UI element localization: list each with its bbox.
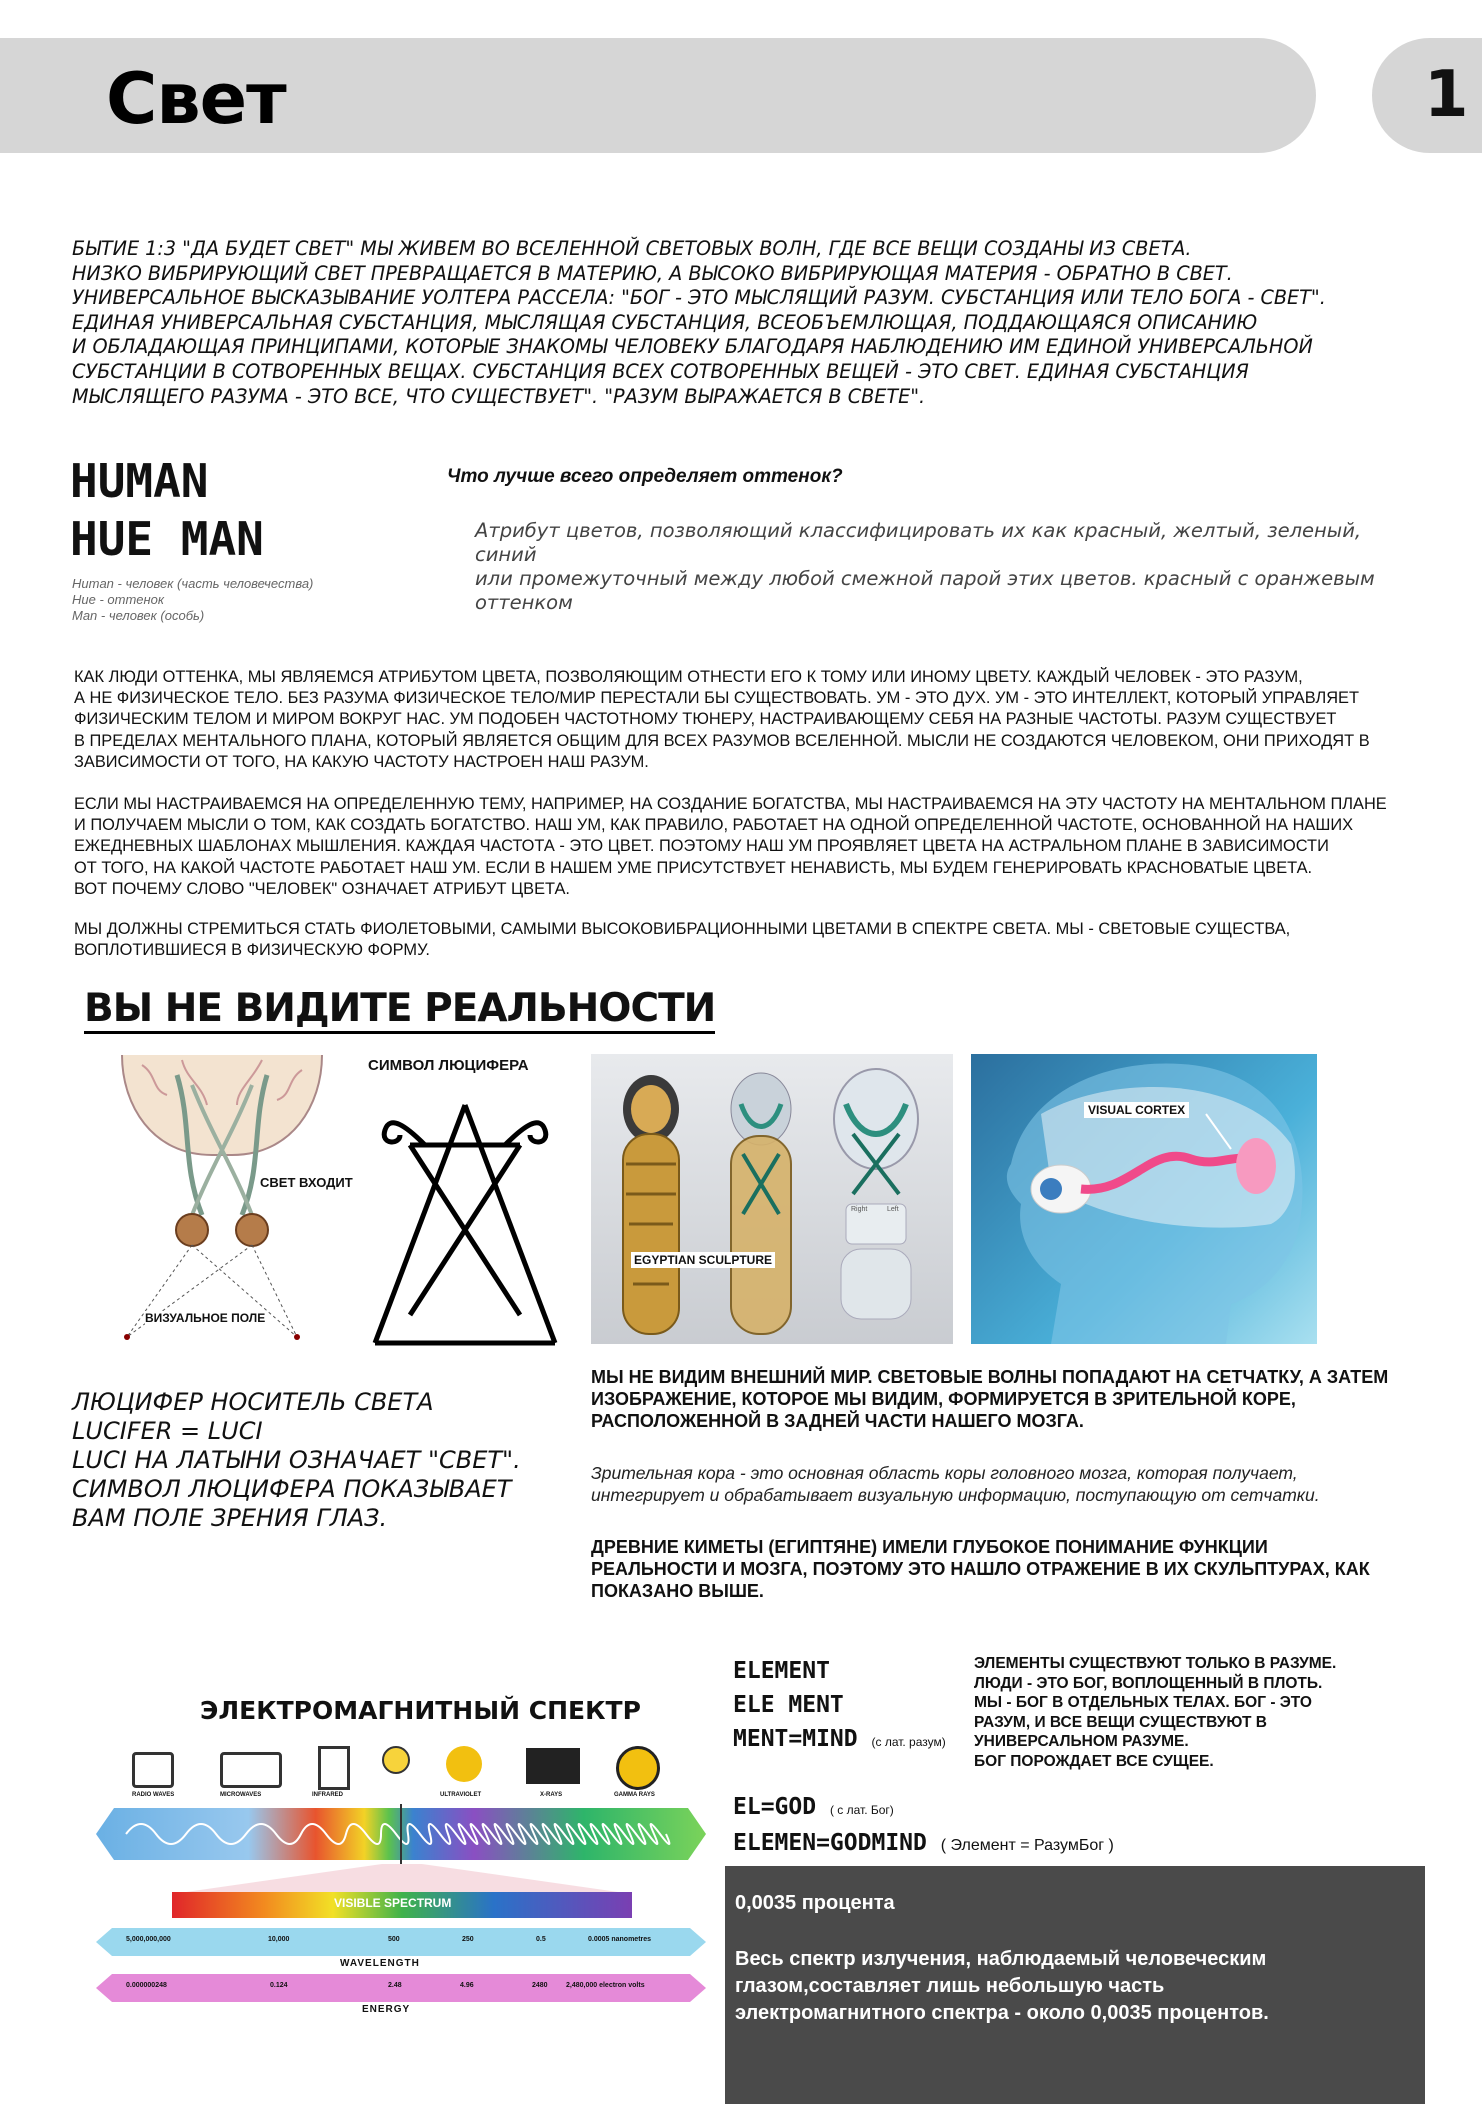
intro-text — [72, 237, 1372, 409]
lucifer-text — [72, 1388, 521, 1533]
elemen-godmind-note: ( Элемент = РазумБог ) — [940, 1837, 1114, 1854]
intro-line: ЕДИНАЯ УНИВЕРСАЛЬНАЯ СУБСТАНЦИЯ, МЫСЛЯЩАЯ СУБСТАНЦИЯ, ВСЕОБЪЕМЛЮЩАЯ, ПОДДАЮЩАЯСЯ ОПИСАНИЮ — [72, 310, 1258, 334]
human-note: Human - человек (часть человечества) — [72, 576, 314, 591]
lucifer-line: ЛЮЦИФЕР НОСИТЕЛЬ СВЕТА — [72, 1388, 434, 1416]
paragraph-line: МЫ ДОЛЖНЫ СТРЕМИТЬСЯ СТАТЬ ФИОЛЕТОВЫМИ, САМЫМИ ВЫСОКОВИБРАЦИОННЫМИ ЦВЕТАМИ В СПЕКТРЕ СВЕТА. МЫ - СВЕТОВЫЕ СУЩЕСТВА, — [74, 920, 1291, 938]
hue-definition — [475, 519, 1395, 615]
hue-definition-line: или промежуточный между любой смежной парой этих цветов. красный с оранжевым оттенком — [475, 567, 1375, 614]
heater-icon — [318, 1746, 350, 1790]
wavelength-value: 500 — [388, 1936, 400, 1943]
spectrum-band — [96, 1804, 706, 1864]
energy-value: 2,480,000 electron volts — [566, 1982, 645, 1989]
intro-line: НИЗКО ВИБРИРУЮЩИЙ СВЕТ ПРЕВРАЩАЕТСЯ В МАТЕРИЮ, А ВЫСОКО ВИБРИРУЮЩАЯ МАТЕРИЯ - ОБРАТНО В СВЕТ. — [72, 261, 1233, 285]
band-label: GAMMA RAYS — [614, 1792, 655, 1798]
el-god-line — [733, 1790, 894, 1827]
paragraph-2 — [74, 794, 1404, 900]
element-explanation-line: ЛЮДИ - ЭТО БОГ, ВОПЛОЩЕННЫЙ В ПЛОТЬ. — [974, 1674, 1323, 1692]
wavelength-value: 0.0005 nanometres — [588, 1936, 652, 1943]
band-label: MICROWAVES — [220, 1792, 262, 1798]
element-explanation-line: УНИВЕРСАЛЬНОМ РАЗУМЕ. — [974, 1733, 1189, 1751]
xray-icon — [526, 1748, 580, 1784]
radiation-icon — [616, 1746, 660, 1790]
visual-cortex-label: VISUAL CORTEX — [1084, 1102, 1189, 1118]
head-drawing — [971, 1054, 1317, 1344]
paragraph-1 — [74, 667, 1404, 773]
band-label: ULTRAVIOLET — [440, 1792, 482, 1798]
human-heading — [70, 452, 264, 568]
human-notes — [72, 576, 313, 624]
percentage-box — [725, 1866, 1425, 2104]
visual-cortex-image — [971, 1054, 1317, 1344]
element-explanation-line: БОГ ПОРОЖДАЕТ ВСЕ СУЩЕЕ. — [974, 1752, 1214, 1770]
brain-vision-diagram — [112, 1045, 332, 1345]
egyptian-sculpture-label: EGYPTIAN SCULPTURE — [631, 1252, 775, 1268]
lucifer-line: ВАМ ПОЛЕ ЗРЕНИЯ ГЛАЗ. — [72, 1504, 388, 1532]
light-in-label: СВЕТ ВХОДИТ — [260, 1175, 353, 1190]
paragraph-3 — [74, 919, 1404, 961]
energy-value: 0.000000248 — [126, 1982, 167, 1989]
visual-cortex-definition: Зрительная кора - это основная область коры головного мозга, которая получает, интегрирует и обрабатывает визуальную информацию, поступающую от сетчатки. — [591, 1463, 1320, 1505]
wavelength-value: 250 — [462, 1936, 474, 1943]
el-god-note: ( с лат. Бог) — [829, 1803, 894, 1817]
percentage-description: Весь спектр излучения, наблюдаемый человеческим глазом,составляет лишь небольшую часть электромагнитного спектра - около 0,0035 процентов. — [735, 1948, 1269, 2024]
lucifer-line: LUCIFER = LUCI — [72, 1417, 263, 1445]
hue-question: Что лучше всего определяет оттенок? — [447, 466, 843, 487]
element-line: ELEMENT — [733, 1658, 830, 1684]
paragraph-line: КАК ЛЮДИ ОТТЕНКА, МЫ ЯВЛЯЕМСЯ АТРИБУТОМ ЦВЕТА, ПОЗВОЛЯЮЩИМ ОТНЕСТИ ЕГО К ТОМУ ИЛИ ИНОМУ ЦВЕТУ. КАЖДЫЙ ЧЕЛОВЕК - ЭТО РАЗУМ, — [74, 668, 1303, 686]
sarcophagus-drawing — [591, 1054, 953, 1344]
sun-icon — [446, 1746, 482, 1782]
wavelength-label: WAVELENGTH — [340, 1958, 420, 1969]
visible-spectrum-band — [172, 1864, 632, 1920]
element-explanation-line: МЫ - БОГ В ОТДЕЛЬНЫХ ТЕЛАХ. БОГ - ЭТО — [974, 1694, 1312, 1712]
intro-line: МЫСЛЯЩЕГО РАЗУМА - ЭТО ВСЕ, ЧТО СУЩЕСТВУЕТ". "РАЗУМ ВЫРАЖАЕТСЯ В СВЕТЕ". — [72, 384, 926, 408]
human-line: HUMAN — [70, 454, 209, 508]
kemet-note: ДРЕВНИЕ КИМЕТЫ (ЕГИПТЯНЕ) ИМЕЛИ ГЛУБОКОЕ ПОНИМАНИЕ ФУНКЦИИ РЕАЛЬНОСТИ И МОЗГА, ПОЭТОМУ ЭТО НАШЛО ОТРАЖЕНИЕ В ИХ СКУЛЬПТУРАХ, КАК ПОКАЗАНО ВЫШЕ. — [591, 1537, 1370, 1601]
band-label: RADIO WAVES — [132, 1792, 175, 1798]
wavelength-value: 0.5 — [536, 1936, 546, 1943]
intro-line: УНИВЕРСАЛЬНОЕ ВЫСКАЗЫВАНИЕ УОЛТЕРА РАССЕЛА: "БОГ - ЭТО МЫСЛЯЩИЙ РАЗУМ. СУБСТАНЦИЯ ИЛИ ТЕЛО БОГА - СВЕТ". — [72, 286, 1326, 310]
paragraph-line: ЗАВИСИМОСТИ ОТ ТОГО, НА КАКУЮ ЧАСТОТУ НАСТРОЕН НАШ РАЗУМ. — [74, 752, 649, 771]
element-explanation-line: ЭЛЕМЕНТЫ СУЩЕСТВУЮТ ТОЛЬКО В РАЗУМЕ. — [974, 1655, 1337, 1672]
paragraph-line: А НЕ ФИЗИЧЕСКОЕ ТЕЛО. БЕЗ РАЗУМА ФИЗИЧЕСКОЕ ТЕЛО/МИР ПЕРЕСТАЛИ БЫ СУЩЕСТВОВАТЬ. УМ - ЭТО ДУХ. УМ - ЭТО ИНТЕЛЛЕКТ, КОТОРЫЙ УПРАВЛЯЕТ — [74, 689, 1359, 708]
human-note: Man - человек (особь) — [72, 608, 205, 623]
elemen-godmind-line — [733, 1826, 1114, 1863]
element-explanation-line: РАЗУМ, И ВСЕ ВЕЩИ СУЩЕСТВУЮТ В — [974, 1713, 1267, 1731]
ment-mind-note: (с лат. разум) — [871, 1735, 946, 1749]
lucifer-symbol — [370, 1085, 560, 1347]
paragraph-line: ЕЖЕДНЕВНЫХ ШАБЛОНАХ МЫШЛЕНИЯ. КАЖДАЯ ЧАСТОТА - ЭТО ЦВЕТ. ПОЭТОМУ НАШ УМ ПРОЯВЛЯЕТ ЦВЕТА НА АСТРАЛЬНОМ ПЛАНЕ В ЗАВИСИМОСТИ — [74, 837, 1329, 856]
intro-line: БЫТИЕ 1:3 "ДА БУДЕТ СВЕТ" МЫ ЖИВЕМ ВО ВСЕЛЕННОЙ СВЕТОВЫХ ВОЛН, ГДЕ ВСЕ ВЕЩИ СОЗДАНЫ ИЗ СВЕТА. — [72, 237, 1192, 260]
ment-mind-line — [733, 1722, 946, 1759]
page-title: Свет — [106, 58, 286, 140]
paragraph-line: ВОТ ПОЧЕМУ СЛОВО "ЧЕЛОВЕК" ОЗНАЧАЕТ АТРИБУТ ЦВЕТА. — [74, 879, 570, 898]
visible-spectrum-label: VISIBLE SPECTRUM — [334, 1896, 452, 1910]
wavelength-value: 5,000,000,000 — [126, 1936, 171, 1943]
energy-value: 2.48 — [388, 1982, 402, 1989]
paragraph-line: ВОПЛОТИВШИЕСЯ В ФИЗИЧЕСКУЮ ФОРМУ. — [74, 941, 430, 960]
human-note: Hue - оттенок — [72, 592, 165, 607]
microwave-icon — [220, 1752, 282, 1788]
radio-icon — [132, 1752, 174, 1788]
section-heading: ВЫ НЕ ВИДИТЕ РЕАЛЬНОСТИ — [84, 987, 715, 1034]
intro-line: И ОБЛАДАЮЩАЯ ПРИНЦИПАМИ, КОТОРЫЕ ЗНАКОМЫ ЧЕЛОВЕКУ БЛАГОДАРЯ НАБЛЮДЕНИЮ ИМ ЕДИНОЙ УНИВЕРСАЛЬНОЙ — [72, 335, 1313, 359]
paragraph-line: В ПРЕДЕЛАХ МЕНТАЛЬНОГО ПЛАНА, КОТОРЫЙ ЯВЛЯЕТСЯ ОБЩИМ ДЛЯ ВСЕХ РАЗУМОВ ВСЕЛЕННОЙ. МЫСЛИ НЕ СОЗДАЮТСЯ ЧЕЛОВЕКОМ, ОНИ ПРИХОДЯТ В — [74, 731, 1370, 750]
paragraph-line: ОТ ТОГО, НА КАКОЙ ЧАСТОТЕ РАБОТАЕТ НАШ УМ. ЕСЛИ В НАШЕМ УМЕ ПРИСУТСТВУЕТ НЕНАВИСТЬ, МЫ БУДЕМ ГЕНЕРИРОВАТЬ КРАСНОВАТЫЕ ЦВЕТА. — [74, 858, 1313, 877]
spectrum-title: ЭЛЕКТРОМАГНИТНЫЙ СПЕКТР — [200, 1696, 641, 1725]
lucifer-line: LUCI НА ЛАТЫНИ ОЗНАЧАЕТ "СВЕТ". — [72, 1446, 521, 1474]
hue-definition-line: Атрибут цветов, позволяющий классифицировать их как красный, желтый, зеленый, синий — [475, 519, 1362, 566]
spectrum-diagram — [96, 1740, 706, 2020]
energy-label: ENERGY — [362, 2004, 411, 2015]
left-label: Left — [887, 1206, 899, 1213]
lucifer-line: СИМВОЛ ЛЮЦИФЕРА ПОКАЗЫВАЕТ — [72, 1475, 512, 1503]
bulb-icon — [382, 1746, 410, 1774]
hue-man-line: HUE MAN — [70, 512, 264, 566]
energy-value: 2480 — [532, 1982, 548, 1989]
energy-value: 0.124 — [270, 1982, 288, 1989]
paragraph-line: ЕСЛИ МЫ НАСТРАИВАЕМСЯ НА ОПРЕДЕЛЕННУЮ ТЕМУ, НАПРИМЕР, НА СОЗДАНИЕ БОГАТСТВА, МЫ НАСТРАИВАЕМСЯ НА ЭТУ ЧАСТОТУ НА МЕНТАЛЬНОМ ПЛАНЕ — [74, 795, 1387, 813]
paragraph-line: ФИЗИЧЕСКИМ ТЕЛОМ И МИРОМ ВОКРУГ НАС. УМ ПОДОБЕН ЧАСТОТНОМУ ТЮНЕРУ, НАСТРАИВАЮЩЕМУ СЕБЯ НА РАЗНЫЕ ЧАСТОТЫ. РАЗУМ СУЩЕСТВУЕТ — [74, 710, 1337, 729]
band-label: INFRARED — [312, 1792, 343, 1798]
egyptian-sculpture-image — [591, 1054, 953, 1344]
intro-line: СУБСТАНЦИИ В СОТВОРЕННЫХ ВЕЩАХ. СУБСТАНЦИЯ ВСЕХ СОТВОРЕННЫХ ВЕЩЕЙ - ЭТО СВЕТ. ЕДИНАЯ СУБСТАНЦИЯ — [72, 359, 1249, 383]
element-explanation — [974, 1654, 1374, 1772]
right-label: Right — [851, 1206, 868, 1213]
band-label: X-RAYS — [540, 1792, 563, 1798]
paragraph-line: И ПОЛУЧАЕМ МЫСЛИ О ТОМ, КАК СОЗДАТЬ БОГАТСТВО. НАШ УМ, КАК ПРАВИЛО, РАБОТАЕТ НА ОДНОЙ ОПРЕДЕЛЕННОЙ ЧАСТОТЕ, ОСНОВАННОЙ НА НАШИХ — [74, 816, 1354, 835]
ele-ment-line: ELE MENT — [733, 1692, 844, 1718]
page-number-badge — [1372, 38, 1482, 153]
energy-value: 4.96 — [460, 1982, 474, 1989]
ment-mind-text: MENT=MIND — [733, 1726, 858, 1752]
vision-explanation: МЫ НЕ ВИДИМ ВНЕШНИЙ МИР. СВЕТОВЫЕ ВОЛНЫ ПОПАДАЮТ НА СЕТЧАТКУ, А ЗАТЕМ ИЗОБРАЖЕНИЕ, КОТОРОЕ МЫ ВИДИМ, ФОРМИРУЕТСЯ В ЗРИТЕЛЬНОЙ КОРЕ, РАСПОЛОЖЕННОЙ В ЗАДНЕЙ ЧАСТИ НАШЕГО МОЗГА. — [591, 1367, 1389, 1431]
wavelength-value: 10,000 — [268, 1936, 290, 1943]
visual-field-label: ВИЗУАЛЬНОЕ ПОЛЕ — [145, 1311, 266, 1325]
el-god-text: EL=GOD — [733, 1794, 817, 1820]
page-number: 1 — [1424, 58, 1469, 132]
elemen-godmind-text: ELEMEN=GODMIND — [733, 1830, 927, 1856]
lucifer-symbol-label: СИМВОЛ ЛЮЦИФЕРА — [368, 1057, 529, 1074]
percentage-value: 0,0035 процента — [735, 1892, 895, 1914]
